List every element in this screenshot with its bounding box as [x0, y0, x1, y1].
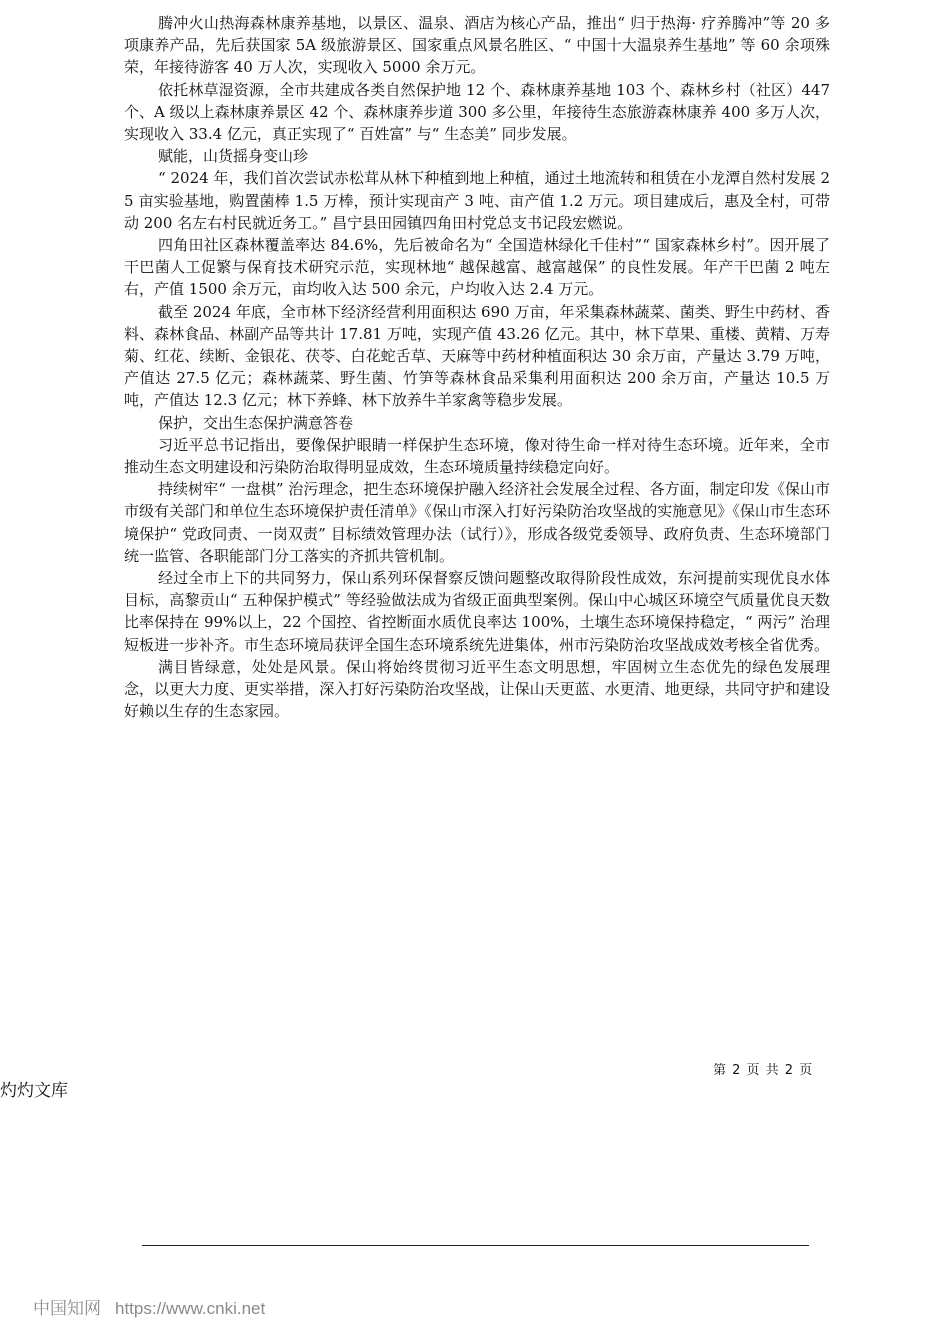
- paragraph: 腾冲火山热海森林康养基地，以景区、温泉、酒店为核心产品，推出“ 归于热海· 疗养腾冲”等 20 多项康养产品，先后获国家 5A 级旅游景区、国家重点风景名胜区、“ 中国十大温泉养生基地” 等 60 余项殊荣，年接待游客 40 万人次，实现收入 5000 余万元。: [124, 14, 830, 77]
- paragraph: 满目皆绿意，处处是风景。保山将始终贯彻习近平生态文明思想，牢固树立生态优先的绿色发展理念，以更大力度、更实举措，深入打好污染防治攻坚战，让保山天更蓝、水更清、地更绿，共同守护和建设好赖以生存的生态家园。: [124, 657, 830, 721]
- library-brand: 灼灼文库: [0, 1081, 68, 1101]
- page-number: 第 2 页 共 2 页: [713, 1063, 814, 1078]
- paragraph: 经过全市上下的共同努力，保山系列环保督察反馈问题整改取得阶段性成效，东河提前实现优良水体目标，高黎贡山“ 五种保护模式” 等经验做法成为省级正面典型案例。保山中心城区环境空气质量优良天数比率保持在 99%以上，22 个国控、省控断面水质优良率达 100%，土壤生态环境保持稳定，“ 两污” 治理短板进一步补齐。市生态环境局获评全国生态环境系统先进集体，州市污染防治攻坚战成效考核全省优秀。: [124, 569, 830, 654]
- cnki-url-link[interactable]: https://www.cnki.net: [115, 1299, 266, 1318]
- document-body: [124, 12, 830, 723]
- section-heading: 保护，交出生态保护满意答卷: [158, 413, 354, 432]
- footer-divider: [142, 1245, 809, 1246]
- paragraph: 依托林草湿资源，全市共建成各类自然保护地 12 个、森林康养基地 103 个、森林乡村（社区）447 个、A 级以上森林康养景区 42 个、森林康养步道 300 多公里，年接待生态旅游森林康养 400 多万人次，实现收入 33.4 亿元，真正实现了“ 百姓富” 与“ 生态美” 同步发展。: [124, 80, 830, 144]
- cnki-footer: [33, 1294, 265, 1319]
- section-heading: 赋能，山货摇身变山珍: [158, 147, 309, 166]
- paragraph: 截至 2024 年底，全市林下经济经营利用面积达 690 万亩，年采集森林蔬菜、菌类、野生中药材、香料、森林食品、林副产品等共计 17.81 万吨，实现产值 43.26 亿元。其中，林下草果、重楼、黄精、万寿菊、红花、续断、金银花、茯苓、白花蛇舌草、天麻等中药材种植面积达 30 余万亩，产量达 3.79 万吨，产值达 27.5 亿元；森林蔬菜、野生菌、竹笋等森林食品采集利用面积达 200 余万亩，产量达 10.5 万吨，产值达 12.3 亿元；林下养蜂、林下放养牛羊家禽等稳步发展。: [124, 302, 830, 410]
- paragraph: 习近平总书记指出，要像保护眼睛一样保护生态环境，像对待生命一样对待生态环境。近年来，全市推动生态文明建设和污染防治取得明显成效，生态环境质量持续稳定向好。: [124, 435, 830, 477]
- cnki-name: 中国知网: [33, 1299, 101, 1318]
- paragraph: 持续树牢“ 一盘棋” 治污理念，把生态环境保护融入经济社会发展全过程、各方面，制定印发《保山市市级有关部门和单位生态环境保护责任清单》《保山市深入打好污染防治攻坚战的实施意见》《保山市生态环境保护“ 党政同责、一岗双责” 目标绩效管理办法（试行）》，形成各级党委领导、政府负责、生态环境部门统一监管、各职能部门分工落实的齐抓共管机制。: [124, 480, 830, 565]
- paragraph: “ 2024 年，我们首次尝试赤松茸从林下种植到地上种植，通过土地流转和租赁在小龙潭自然村发展 25 亩实验基地，购置菌棒 1.5 万棒，预计实现亩产 3 吨、亩产值 1.2 万元。项目建成后，惠及全村，可带动 200 名左右村民就近务工。” 昌宁县田园镇四角田村党总支书记段宏燃说。: [124, 169, 830, 232]
- paragraph: 四角田社区森林覆盖率达 84.6%，先后被命名为“ 全国造林绿化千佳村”“ 国家森林乡村”。因开展了干巴菌人工促繁与保育技术研究示范，实现林地“ 越保越富、越富越保” 的良性发展。年产干巴菌 2 吨左右，产值 1500 余万元，亩均收入达 500 余元，户均收入达 2.4 万元。: [124, 236, 830, 299]
